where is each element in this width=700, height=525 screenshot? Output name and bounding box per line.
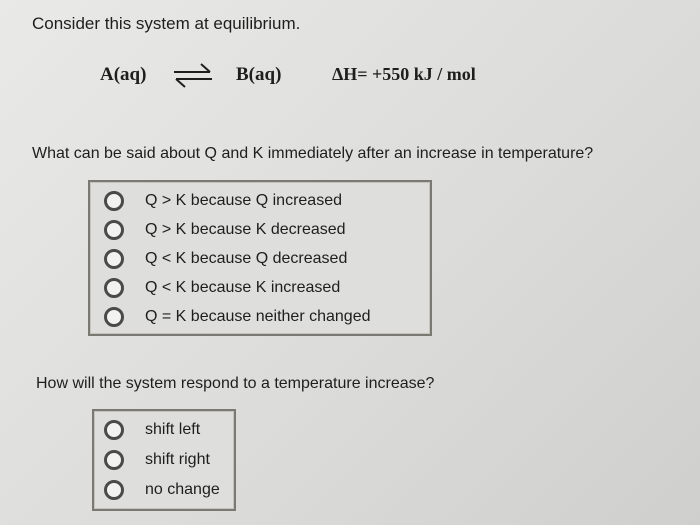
q2-option-1[interactable] — [94, 415, 234, 444]
radio-button-icon[interactable] — [104, 278, 124, 298]
radio-button-icon[interactable] — [104, 220, 124, 240]
question-2-text: How will the system respond to a temperature increase? — [36, 375, 435, 392]
radio-button-icon[interactable] — [104, 191, 124, 211]
enthalpy-label: ΔH= +550 kJ / mol — [332, 64, 476, 84]
option-label: Q < K because K increased — [145, 278, 341, 296]
reactant-label: A(aq) — [100, 64, 147, 85]
q1-option-3[interactable] — [90, 244, 430, 273]
intro-text: Consider this system at equilibrium. — [32, 14, 301, 33]
equilibrium-arrow-icon — [170, 60, 216, 90]
radio-button-icon[interactable] — [104, 307, 124, 327]
option-label: Q > K because Q increased — [145, 191, 342, 209]
option-label: shift left — [145, 420, 201, 438]
radio-button-icon[interactable] — [104, 249, 124, 269]
product-label: B(aq) — [236, 64, 282, 85]
q1-option-5[interactable] — [90, 302, 430, 331]
equilibrium-equation — [100, 60, 540, 92]
option-label: shift right — [145, 450, 210, 468]
q2-option-2[interactable] — [94, 445, 234, 474]
q2-option-3[interactable] — [94, 475, 234, 504]
option-label: Q < K because Q decreased — [145, 249, 348, 267]
q1-option-4[interactable] — [90, 273, 430, 302]
question-1-options — [88, 180, 432, 336]
radio-button-icon[interactable] — [104, 420, 124, 440]
option-label: no change — [145, 480, 220, 498]
question-1-text: What can be said about Q and K immediately after an increase in temperature? — [32, 145, 594, 162]
q1-option-2[interactable] — [90, 215, 430, 244]
radio-button-icon[interactable] — [104, 480, 124, 500]
radio-button-icon[interactable] — [104, 450, 124, 470]
option-label: Q = K because neither changed — [145, 307, 371, 325]
q1-option-1[interactable] — [90, 186, 430, 215]
question-2-options — [92, 409, 236, 511]
option-label: Q > K because K decreased — [145, 220, 346, 238]
